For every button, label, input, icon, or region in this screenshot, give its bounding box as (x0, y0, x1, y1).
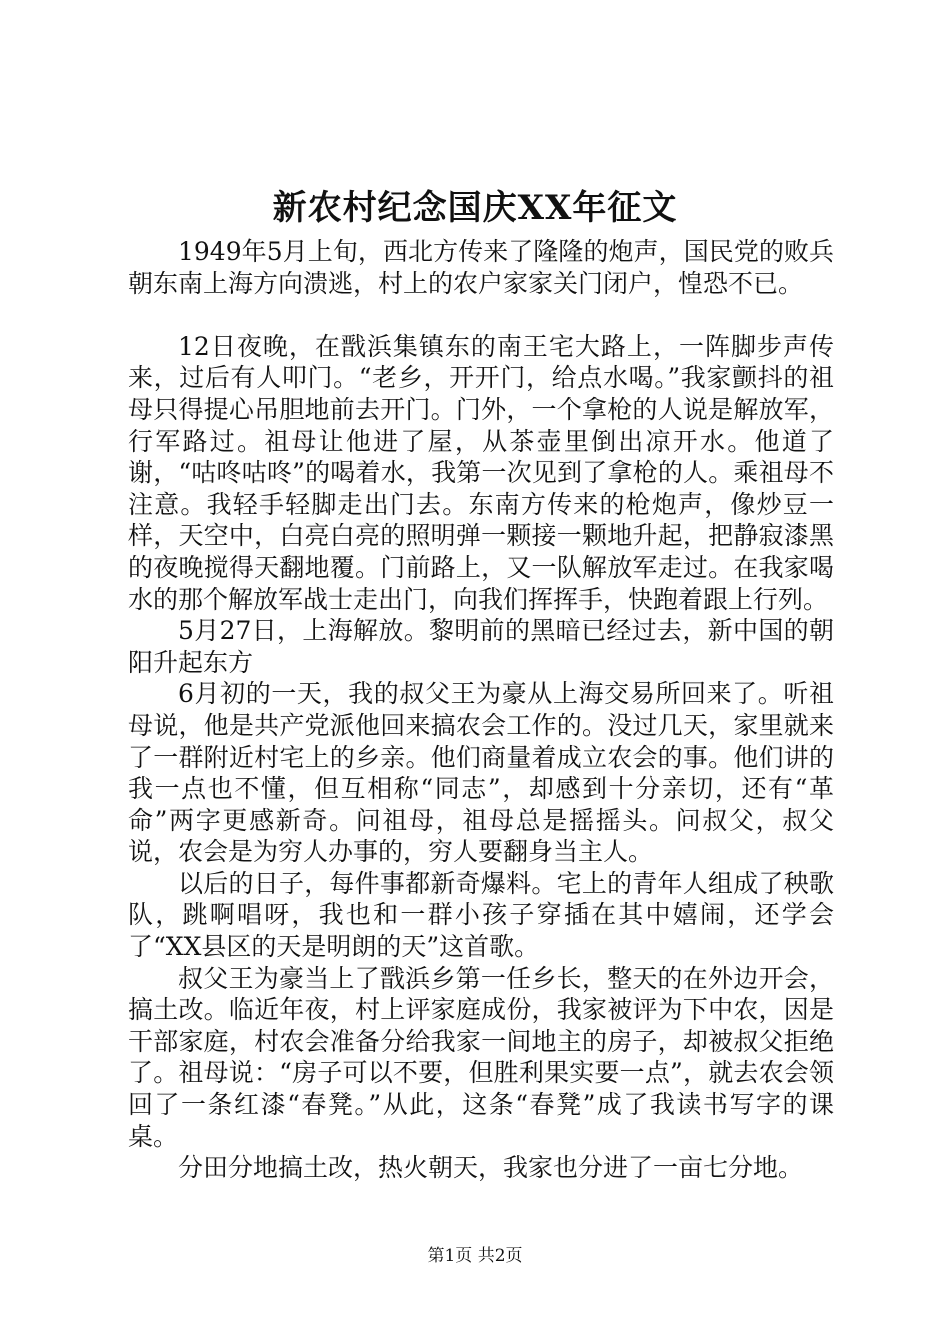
paragraph: 1949年5月上旬，西北方传来了隆隆的炮声，国民党的败兵朝东南上海方向溃逃，村上的农户家家关门闭户，惶恐不已。 (128, 237, 834, 298)
paragraph: 分田分地搞土改，热火朝天，我家也分进了一亩七分地。 (178, 1153, 804, 1183)
paragraph: 5月27日，上海解放。黎明前的黑暗已经过去，新中国的朝阳升起东方 (128, 616, 834, 677)
paragraph: 12日夜晚，在戬浜集镇东的南王宅大路上，一阵脚步声传来，过后有人叩门。“老乡，开开门，给点水喝。”我家颤抖的祖母只得提心吊胆地前去开门。门外，一个拿枪的人说是解放军，行军路过。祖母让他进了屋，从茶壶里倒出凉开水。他道了谢，“咕咚咕咚”的喝着水，我第一次见到了拿枪的人。乘祖母不注意。我轻手轻脚走出门去。东南方传来的枪炮声，像炒豆一样，天空中，白亮白亮的照明弹一颗接一颗地升起，把静寂漆黑的夜晚搅得天翻地覆。门前路上，又一队解放军走过。在我家喝水的那个解放军战士走出门，向我们挥挥手，快跑着跟上行列。 (128, 331, 834, 614)
paragraph: 以后的日子，每件事都新奇爆料。宅上的青年人组成了秧歌队，跳啊唱呀，我也和一群小孩子穿插在其中嬉闹，还学会了“XX县区的天是明朗的天”这首歌。 (128, 868, 834, 962)
document-body (128, 236, 834, 1184)
page-footer: 第1页 共2页 (427, 1246, 523, 1266)
document-title: 新农村纪念国庆XX年征文 (272, 188, 678, 228)
paragraph: 叔父王为豪当上了戬浜乡第一任乡长，整天的在外边开会，搞土改。临近年夜，村上评家庭成份，我家被评为下中农，因是干部家庭，村农会准备分给我家一间地主的房子，却被叔父拒绝了。祖母说：“房子可以不要，但胜利果实要一点”，就去农会领回了一条红漆“春凳。”从此，这条“春凳”成了我读书写字的课桌。 (128, 963, 834, 1151)
paragraph: 6月初的一天，我的叔父王为豪从上海交易所回来了。听祖母说，他是共产党派他回来搞农会工作的。没过几天，家里就来了一群附近村宅上的乡亲。他们商量着成立农会的事。他们讲的我一点也不懂，但互相称“同志”，却感到十分亲切，还有“革命”两字更感新奇。问祖母，祖母总是摇摇头。问叔父，叔父说，农会是为穷人办事的，穷人要翻身当主人。 (128, 679, 834, 867)
